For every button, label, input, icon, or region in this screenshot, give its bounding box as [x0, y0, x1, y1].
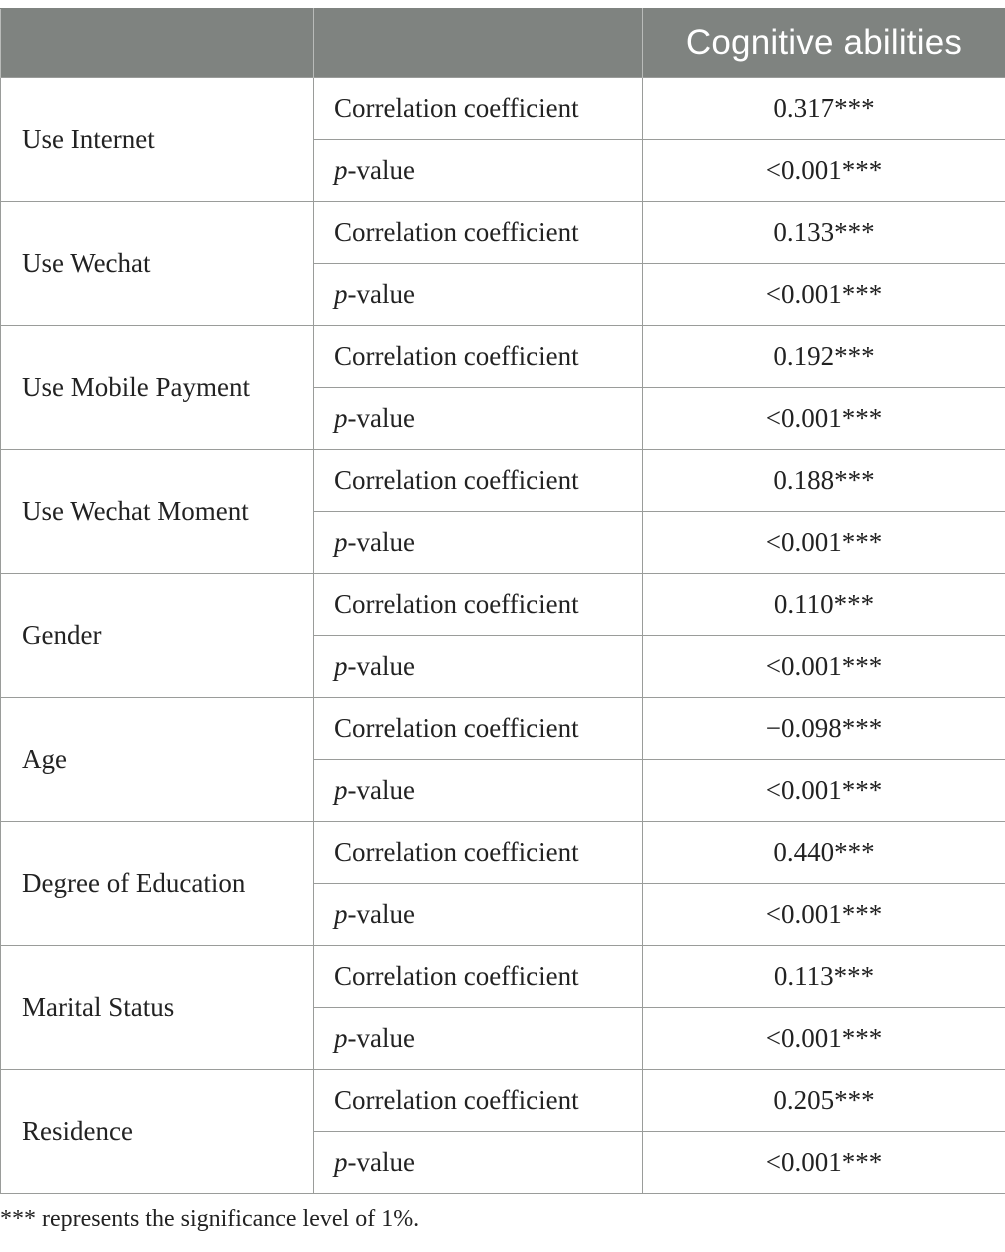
- table-row: [1, 946, 1005, 1008]
- p-italic-letter: p: [334, 1147, 348, 1177]
- variable-name-cell: Marital Status: [1, 946, 314, 1070]
- p-value-label-cell: [314, 264, 643, 326]
- p-value-cell: <0.001***: [643, 264, 1005, 326]
- p-value-label-cell: [314, 140, 643, 202]
- correlation-value-cell: 0.205***: [643, 1070, 1005, 1132]
- p-value-cell: <0.001***: [643, 1132, 1005, 1194]
- p-value-suffix: -value: [347, 775, 415, 805]
- correlation-label-cell: Correlation coefficient: [314, 822, 643, 884]
- header-cell-empty-1: [1, 9, 314, 78]
- p-italic-letter: p: [334, 155, 348, 185]
- correlation-table: [0, 8, 1005, 1194]
- correlation-label-cell: Correlation coefficient: [314, 450, 643, 512]
- variable-name-cell: Residence: [1, 1070, 314, 1194]
- variable-name-cell: Use Wechat Moment: [1, 450, 314, 574]
- table-row: [1, 326, 1005, 388]
- variable-name-cell: Use Mobile Payment: [1, 326, 314, 450]
- p-value-suffix: -value: [347, 155, 415, 185]
- p-value-label-cell: [314, 1132, 643, 1194]
- p-value-suffix: -value: [347, 651, 415, 681]
- p-italic-letter: p: [334, 1023, 348, 1053]
- p-italic-letter: p: [334, 651, 348, 681]
- p-value-cell: <0.001***: [643, 636, 1005, 698]
- table-row: [1, 202, 1005, 264]
- p-value-suffix: -value: [347, 279, 415, 309]
- p-italic-letter: p: [334, 403, 348, 433]
- p-value-label-cell: [314, 760, 643, 822]
- correlation-value-cell: 0.110***: [643, 574, 1005, 636]
- p-value-cell: <0.001***: [643, 760, 1005, 822]
- correlation-value-cell: −0.098***: [643, 698, 1005, 760]
- table-row: [1, 1070, 1005, 1132]
- p-value-label-cell: [314, 884, 643, 946]
- header-cognitive-abilities: Cognitive abilities: [643, 9, 1005, 78]
- correlation-label-cell: Correlation coefficient: [314, 202, 643, 264]
- p-value-suffix: -value: [347, 1023, 415, 1053]
- p-value-suffix: -value: [347, 899, 415, 929]
- correlation-label-cell: Correlation coefficient: [314, 698, 643, 760]
- p-value-cell: <0.001***: [643, 140, 1005, 202]
- correlation-label-cell: Correlation coefficient: [314, 326, 643, 388]
- table-row: [1, 822, 1005, 884]
- table-row: [1, 698, 1005, 760]
- variable-name-cell: Use Wechat: [1, 202, 314, 326]
- p-italic-letter: p: [334, 775, 348, 805]
- variable-name-cell: Age: [1, 698, 314, 822]
- variable-name-cell: Use Internet: [1, 78, 314, 202]
- correlation-value-cell: 0.113***: [643, 946, 1005, 1008]
- p-italic-letter: p: [334, 279, 348, 309]
- p-value-suffix: -value: [347, 403, 415, 433]
- correlation-value-cell: 0.133***: [643, 202, 1005, 264]
- p-value-label-cell: [314, 388, 643, 450]
- correlation-label-cell: Correlation coefficient: [314, 78, 643, 140]
- table-header-row: [1, 9, 1005, 78]
- correlation-value-cell: 0.192***: [643, 326, 1005, 388]
- correlation-value-cell: 0.440***: [643, 822, 1005, 884]
- p-value-label-cell: [314, 636, 643, 698]
- p-value-cell: <0.001***: [643, 884, 1005, 946]
- header-cell-empty-2: [314, 9, 643, 78]
- p-value-suffix: -value: [347, 527, 415, 557]
- correlation-label-cell: Correlation coefficient: [314, 574, 643, 636]
- table-footnote: *** represents the significance level of 1%.: [0, 1206, 420, 1232]
- p-italic-letter: p: [334, 527, 348, 557]
- p-value-cell: <0.001***: [643, 512, 1005, 574]
- correlation-label-cell: Correlation coefficient: [314, 946, 643, 1008]
- variable-name-cell: Gender: [1, 574, 314, 698]
- p-value-suffix: -value: [347, 1147, 415, 1177]
- p-value-label-cell: [314, 1008, 643, 1070]
- p-value-cell: <0.001***: [643, 1008, 1005, 1070]
- p-value-cell: <0.001***: [643, 388, 1005, 450]
- p-italic-letter: p: [334, 899, 348, 929]
- correlation-label-cell: Correlation coefficient: [314, 1070, 643, 1132]
- table-row: [1, 450, 1005, 512]
- correlation-value-cell: 0.188***: [643, 450, 1005, 512]
- correlation-value-cell: 0.317***: [643, 78, 1005, 140]
- table-row: [1, 574, 1005, 636]
- variable-name-cell: Degree of Education: [1, 822, 314, 946]
- table-body: [1, 78, 1005, 1194]
- table-row: [1, 78, 1005, 140]
- p-value-label-cell: [314, 512, 643, 574]
